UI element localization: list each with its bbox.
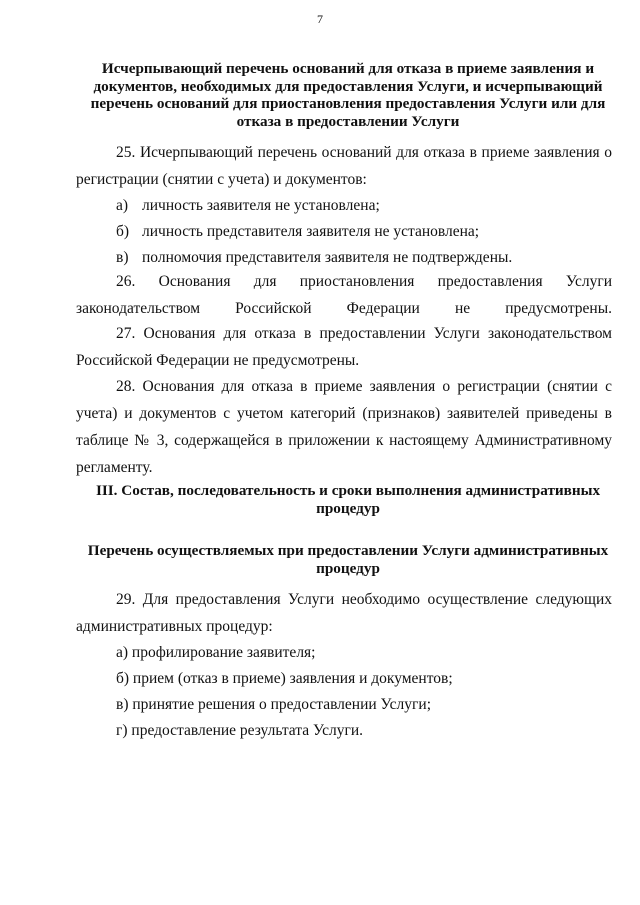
list-item <box>116 248 612 268</box>
paragraph-28: 28. Основания для отказа в приеме заявления о регистрации (снятии с учета) и документов с учетом категорий (признаков) заявителей приведены в таблице № 3, содержащейся в приложении к настоящему Административному регламенту. <box>76 378 612 476</box>
list-item-marker: в) <box>116 249 129 266</box>
paragraph-27: 27. Основания для отказа в предоставлении Услуги законодательством Российской Федерации не предусмотрены. <box>76 325 612 369</box>
paragraph-29: 29. Для предоставления Услуги необходимо осуществление следующих административных процедур: <box>76 591 612 635</box>
list-item <box>116 222 612 242</box>
list-item: б) прием (отказ в приеме) заявления и документов; <box>116 670 453 687</box>
list-item-marker: а) <box>116 197 129 214</box>
page-number: 7 <box>317 12 323 26</box>
list-item-text: личность заявителя не установлена; <box>142 197 380 214</box>
list-item-text: полномочия представителя заявителя не подтверждены. <box>142 249 513 266</box>
paragraph-26: 26. Основания для приостановления предоставления Услуги законодательством Российской Федерации не предусмотрены. <box>76 273 612 317</box>
list-item-marker: б) <box>116 223 130 240</box>
section-heading-iii: III. Состав, последовательность и сроки выполнения административных процедур <box>95 482 601 517</box>
list-item: в) принятие решения о предоставлении Услуги; <box>116 696 431 713</box>
subsection-heading-procedures: Перечень осуществляемых при предоставлении Услуги административных процедур <box>87 542 609 577</box>
list-item <box>116 196 612 216</box>
list-item: а) профилирование заявителя; <box>116 644 316 661</box>
section-heading-refusal-grounds: Исчерпывающий перечень оснований для отказа в приеме заявления и документов, необходимых для предоставления Услуги, и исчерпывающий перечень оснований для приостановления предоставления Услуги или для отказа в предоставлении Услуги <box>90 60 606 130</box>
list-item: г) предоставление результата Услуги. <box>116 722 363 739</box>
paragraph-25: 25. Исчерпывающий перечень оснований для отказа в приеме заявления о регистрации (снятии с учета) и документов: <box>76 144 612 188</box>
list-item-text: личность представителя заявителя не установлена; <box>142 223 480 240</box>
